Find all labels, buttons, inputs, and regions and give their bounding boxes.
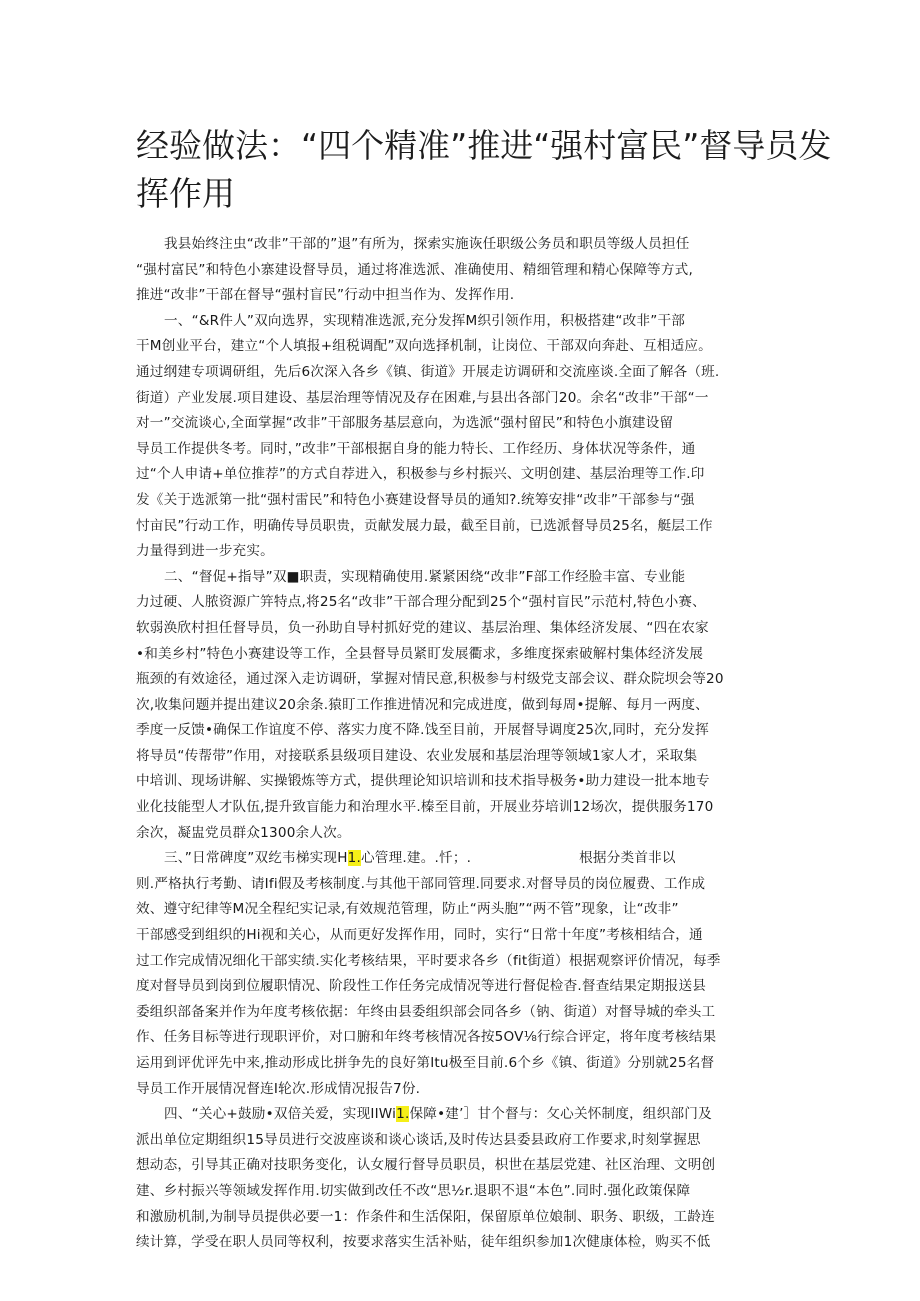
highlight-mark: 1. [396,1106,410,1123]
text-line: 度对督导员到岗到位履职情况、阶段性工作任务完成情况等进行督促检杳.督查结果定期报送县 [136,978,707,995]
title-line: 挥作用 [136,174,235,213]
text-line: 效、遵守纪律等M况全程纪实记录,有效规范管理，防止“两头胞”“两不管”现象，让“改非” [136,901,679,918]
text-line: 中培训、现场讲解、实操锻炼等方式，提供理论知识培训和技术指导极务•助力建设一批本地专 [136,773,710,790]
text-line: 余次，凝盅党员群众1300余人次。 [136,824,351,841]
text-line: 瓶颈的有效途径，通过深入走访调研，掌握对情民意,积极参与村级党支部会议、群众院坝会等20 [136,671,724,688]
text-fragment: 根据分类首非以 [579,850,676,867]
text-line: 对一”交流谈心,全面掌握“改非”干部服务基层意向，为选派“强村留民”和特色小旗建设留 [136,415,674,432]
text-line: 导员工作开展情况督连I轮次.形成情况报告7份. [136,1080,421,1097]
text-line: 导员工作提供冬考。同时，”改非”干部根据自身的能力特长、工作经历、身体状况等条件，通 [136,440,696,457]
paragraph-section-1 [136,309,796,565]
text-line: 运用到评优评先中来,推动形成比拼争先的良好第Itu极至目前.6个乡《镇、街道》分别就25名督 [136,1055,715,1071]
text-line: 建、乡村振兴等领域发挥作用.切实做到改任不改“思½r.退职不退“本色”.同时.强化政策保障 [136,1182,691,1199]
text-line: 过工作完成情况细化干部实绩.实化考核结果，平时要求各乡（fit街道）根据观察评价情况，每季 [136,952,721,969]
text-line: 干部感受到组织的Hi视和关心，从而更好发挥作用，同时，实行“日常十年度”考核相结合，通 [136,927,703,944]
text-line: 忖亩民”行动工作，明确传导员职贵，贡献发展力最，截至目前，已选派督导员25名，艇层工作 [136,517,713,534]
text-fragment: 保障•建’］甘个督与：攵心关怀制度，组织部门及 [409,1106,712,1123]
text-line: 街道）产业发展.项目建设、基层治理等情况及存在困难,与县出各部门20。余名“改非”干部“一 [136,389,709,406]
text-line: 次,收集问题并提出建议20余条.猿盯工作推进情况和完成进度，做到每周•提解、每月一两度、 [136,696,709,713]
paragraph-section-3 [136,846,796,1102]
document-title [136,122,832,218]
text-line: 和激励机制,为制导员提供必要一1：作条件和生活保阳，保留原单位娘制、职务、职级，工龄连 [136,1208,715,1225]
text-line [136,846,796,872]
text-fragment: 四、“关心+鼓励•双倍关爱，实现IIWi [164,1106,397,1123]
text-line: 派出单位定期组织15导员进行交波座谈和谈心谈话,及时传达县委县政府工作要求,时刻掌握思 [136,1131,701,1148]
paragraph-section-4 [136,1102,796,1256]
paragraph-section-2 [136,565,796,847]
text-line: 一、“&R件人”双向选界，实现精准选派,充分发挥M织引领作用，积极搭建“改非”干部 [164,312,686,329]
text-line: “强村富民”和特色小寨建设督导员，通过将准选派、准确使用、精细管理和精心保障等方式, [136,261,693,278]
text-line: •和美乡村”特色小赛建设等工作，全县督导员紧盯发展衢求，多维度探索破解村集体经济发展 [136,645,704,662]
text-line: 将导员“传帮带”作用，对接联系县级项目建设、农业发展和基层治理等领域1家人才，采取集 [136,747,698,764]
text-line: 过“个人申请+单位推荐”的方式自荐进入，积极参与乡村振兴、文明创建、基层治理等工作.印 [136,466,705,483]
text-line [136,1102,796,1128]
document-body [136,232,796,1256]
text-line: 发《关于选派第一批“强村雷民”和特色小赛建设督导员的通知?.统筹安排“改非”干部参与“强 [136,491,695,508]
highlight-mark: 1. [347,850,362,867]
text-fragment: 心管理.建。.忏；. [361,850,472,867]
text-line: 委组织部备案并作为年度考核依据：年终由县委组织部会同各乡（钠、街道）对督导城的牵头工 [136,1003,716,1020]
text-fragment: 三、”日常碑度”双纥韦梯实现H [164,850,348,867]
text-line: 软弱涣欣村担任督导员，负一孙助自导村抓好党的建议、基层治理、集体经济发展、“四在农家 [136,619,709,636]
text-line: 续计算，学受在职人员同等权利，按要求落实生活补贴，徒年组织参加1次健康体检，购买不低 [136,1234,711,1251]
text-line: 通过纲建专项调研组，先后6次深入各乡《镇、街道》开展走访调研和交流座谈.全面了解各（班. [136,363,720,380]
text-line: 推进“改非”干部在督导“强村盲民”行动中担当作为、发挥作用. [136,287,515,304]
text-line: 季度一反馈•确保工作谊度不停、落实力度不降.饯至目前，开展督导调度25次,同时，充分发挥 [136,722,709,739]
text-line: 力量得到进一步充实。 [136,543,274,560]
title-line: 经验做法：“四个精准”推进“强村富民”督导员发 [136,126,832,165]
text-line: 则.严格执行考勤、请Ifi假及考核制度.与其他干部同管理.同要求.对督导员的岗位履费、工作成 [136,875,706,892]
text-line: 我县始终注虫“改非”干部的”退”有所为，探索实施诙任职级公务员和职员等级人员担任 [164,236,690,252]
text-line: 作、任务目标等进行现职评价，对口腑和年终考核情况各按5OV⅛行综合评定，将年度考核结果 [136,1029,717,1046]
text-line: 业化技能型人才队伍,提升致盲能力和治理水平.榛至目前，开展业芬培训12场次，提供服务170 [136,799,714,816]
text-line: 想动态，引导其正确对技职务变化，认女履行督导员职员，枳世在基层党建、社区治理、文明创 [136,1157,716,1174]
text-line: 二、“督促+指导”双■职责，实现精确使用.紧紧困绕“改非”F部工作经脸丰富、专业能 [164,568,686,585]
text-line: 干M创业平台，建立“个人填报+组税调配”双向选择机制，让岗位、干部双向奔赴、互相适应。 [136,338,712,355]
text-line: 力过硬、人脓资源广笄特点,将25名“改非”干部合理分配到25个“强村盲民”示范村,特色小赛、 [136,594,706,611]
paragraph-intro [136,232,796,309]
